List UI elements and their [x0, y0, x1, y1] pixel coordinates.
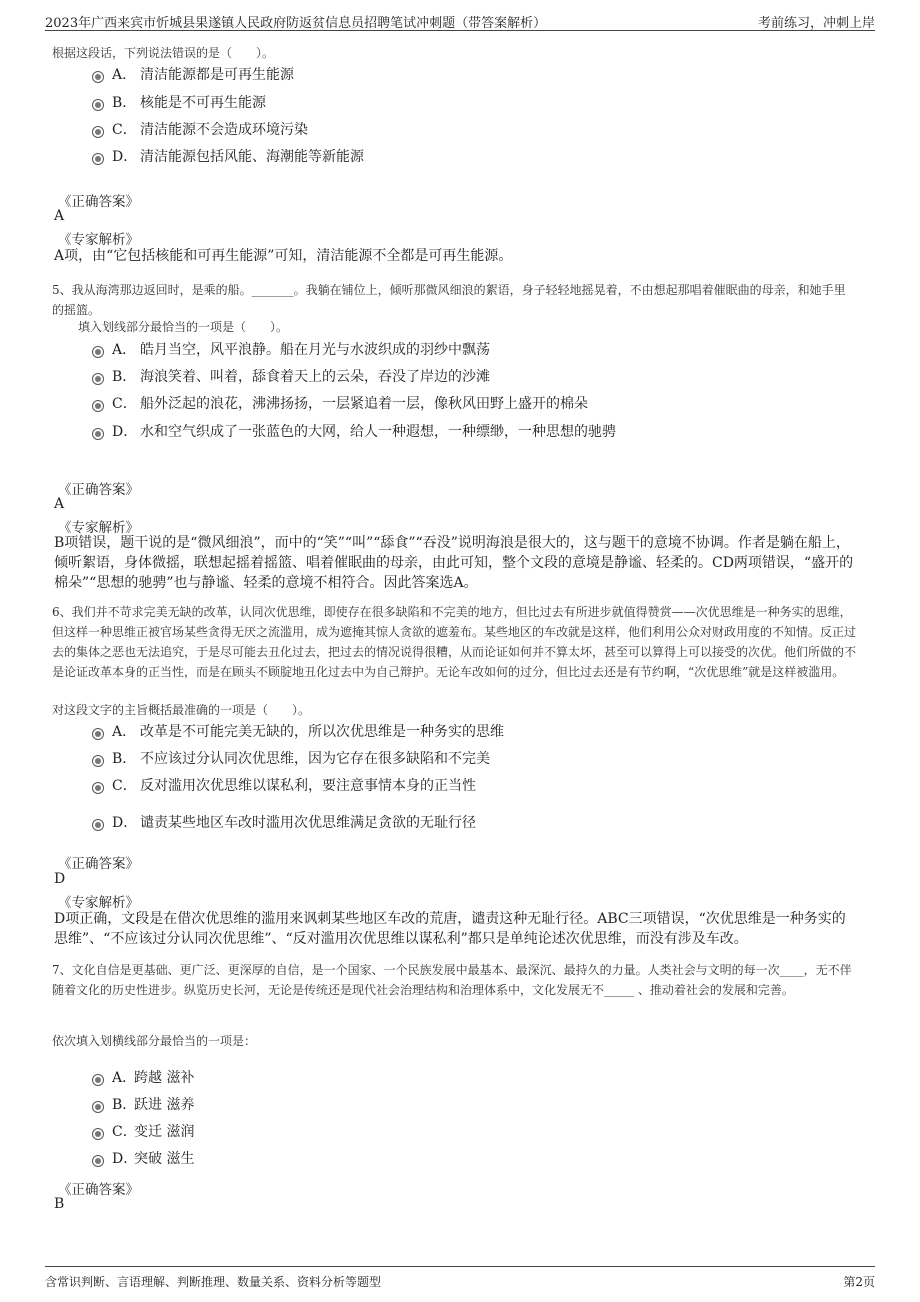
q6-stem: 对这段文字的主旨概括最准确的一项是（ ）。 — [52, 703, 311, 717]
q5-option-d[interactable]: D． 水和空气织成了一张蓝色的大网，给人一种遐想，一种缥缈，一种思想的驰骋 — [92, 422, 616, 442]
q6-passage: 6、我们并不苛求完美无缺的改革，认同次优思维，即使存在很多缺陷和不完美的地方，但比过去有所进步就值得赞赏——次优思维是一种务实的思维，但这样一种思维正被官场某些贪得无厌之流滥用，成为遮掩其惊人贪欲的遮羞布。某些地区的车改就是这样，他们利用公众对财政用度的不知情。反正过去的集体之恶也无法追究，于是尽可能去丑化过去，把过去的情况说得很糟，从而论证如何并不算太坏，甚至可以算得上可以接受的次优。他们所做的不是论证改革本身的正当性，而是在顾头不顾腚地丑化过去中为自己辩护。无论车改如何的过分，但比过去还是有节约啊，“次优思维”就是这样被滥用。 — [52, 605, 857, 679]
radio-icon[interactable] — [92, 99, 104, 111]
q7-option-a[interactable]: A．跨越 滋补 — [92, 1068, 194, 1088]
radio-icon[interactable] — [92, 1128, 104, 1140]
q4-analysis-label: 《专家解析》 — [58, 232, 139, 248]
page-number: 第2页 — [843, 1275, 875, 1289]
q6-option-c[interactable]: C． 反对滥用次优思维以谋私利，要注意事情本身的正当性 — [92, 776, 476, 796]
q7-passage: 7、文化自信是更基础、更广泛、更深厚的自信，是一个国家、一个民族发展中最基本、最深沉、最持久的力量。人类社会与文明的每一次____，无不伴随着文化的历史性进步。纵览历史长河，无论是传统还是现代社会治理结构和治理体系中，文化发展无不_____ 、推动着社会的发展和完善。 — [52, 963, 852, 997]
q4-option-a[interactable]: A． 清洁能源都是可再生能源 — [92, 65, 294, 85]
radio-icon[interactable] — [92, 71, 104, 83]
q5-stem: 填入划线部分最恰当的一项是（ ）。 — [78, 320, 289, 334]
q6-analysis: D项正确，文段是在借次优思维的滥用来讽刺某些地区车改的荒唐，谴责这种无耻行径。ABC三项错误，“次优思维是一种务实的思维”、“不应该过分认同次优思维”、“反对滥用次优思维以谋私利”都只是单纯论述次优思维，而没有涉及车改。 — [54, 911, 846, 947]
footer-note: 含常识判断、言语理解、判断推理、数量关系、资料分析等题型 — [45, 1275, 382, 1289]
q4-option-c[interactable]: C． 清洁能源不会造成环境污染 — [92, 120, 308, 140]
q6-analysis-label: 《专家解析》 — [58, 895, 139, 911]
q7-option-b[interactable]: B．跃进 滋养 — [92, 1095, 194, 1115]
q4-option-b[interactable]: B． 核能是不可再生能源 — [92, 93, 266, 113]
q4-answer: A — [54, 208, 65, 224]
q5-option-a[interactable]: A． 皓月当空，风平浪静。船在月光与水波织成的羽纱中飘荡 — [92, 340, 490, 360]
page-header — [45, 10, 875, 31]
header-slogan: 考前练习，冲刺上岸 — [757, 16, 875, 31]
page-footer — [45, 1266, 875, 1297]
q5-answer: A — [54, 496, 65, 512]
q5-analysis-label: 《专家解析》 — [58, 520, 139, 536]
q7-option-d[interactable]: D．突破 滋生 — [92, 1149, 194, 1169]
radio-icon[interactable] — [92, 1101, 104, 1113]
radio-icon[interactable] — [92, 346, 104, 358]
radio-icon[interactable] — [92, 126, 104, 138]
radio-icon[interactable] — [92, 153, 104, 165]
q5-answer-label: 《正确答案》 — [58, 482, 139, 498]
radio-icon[interactable] — [92, 1074, 104, 1086]
q4-answer-label: 《正确答案》 — [58, 194, 139, 210]
radio-icon[interactable] — [92, 428, 104, 440]
radio-icon[interactable] — [92, 782, 104, 794]
radio-icon[interactable] — [92, 400, 104, 412]
q6-option-a[interactable]: A． 改革是不可能完美无缺的，所以次优思维是一种务实的思维 — [92, 722, 504, 742]
radio-icon[interactable] — [92, 373, 104, 385]
q7-stem: 依次填入划横线部分最恰当的一项是： — [52, 1034, 257, 1048]
radio-icon[interactable] — [92, 728, 104, 740]
q5-passage: 5、我从海湾那边返回时，是乘的船。_______。我躺在铺位上，倾听那微风细浪的絮语，身子轻轻地摇晃着，不由想起那唱着催眠曲的母亲，和她手里的摇篮。 — [52, 283, 846, 317]
q5-option-b[interactable]: B． 海浪笑着、叫着，舔食着天上的云朵，吞没了岸边的沙滩 — [92, 367, 490, 387]
q5-option-c[interactable]: C． 船外泛起的浪花，沸沸扬扬，一层紧追着一层，像秋风田野上盛开的棉朵 — [92, 394, 588, 414]
document-title: 2023年广西来宾市忻城县果遂镇人民政府防返贫信息员招聘笔试冲刺题（带答案解析） — [45, 16, 547, 31]
radio-icon[interactable] — [92, 755, 104, 767]
radio-icon[interactable] — [92, 1155, 104, 1167]
q4-stem: 根据这段话，下列说法错误的是（ ）。 — [52, 46, 275, 60]
q7-answer-label: 《正确答案》 — [58, 1182, 139, 1198]
q6-answer: D — [54, 871, 66, 887]
q6-option-d[interactable]: D． 谴责某些地区车改时滥用次优思维满足贪欲的无耻行径 — [92, 813, 476, 833]
q6-option-b[interactable]: B． 不应该过分认同次优思维，因为它存在很多缺陷和不完美 — [92, 749, 490, 769]
q5-analysis: B项错误，题干说的是“微风细浪”，而中的“笑”“叫”“舔食”“吞没”说明海浪是很大的，这与题干的意境不协调。作者是躺在船上，倾听絮语，身体微摇，联想起摇着摇篮、唱着催眠曲的母亲，由此可知，整个文段的意境是静谧、轻柔的。CD两项错误，“盛开的棉朵”“思想的驰骋”也与静谧、轻柔的意境不相符合。因此答案选A。 — [54, 535, 854, 591]
q7-option-c[interactable]: C．变迁 滋润 — [92, 1122, 194, 1142]
radio-icon[interactable] — [92, 819, 104, 831]
q4-analysis: A项，由“它包括核能和可再生能源”可知，清洁能源不全都是可再生能源。 — [54, 248, 513, 264]
q4-option-d[interactable]: D． 清洁能源包括风能、海潮能等新能源 — [92, 147, 364, 167]
q7-answer: B — [54, 1196, 65, 1212]
q6-answer-label: 《正确答案》 — [58, 856, 139, 872]
